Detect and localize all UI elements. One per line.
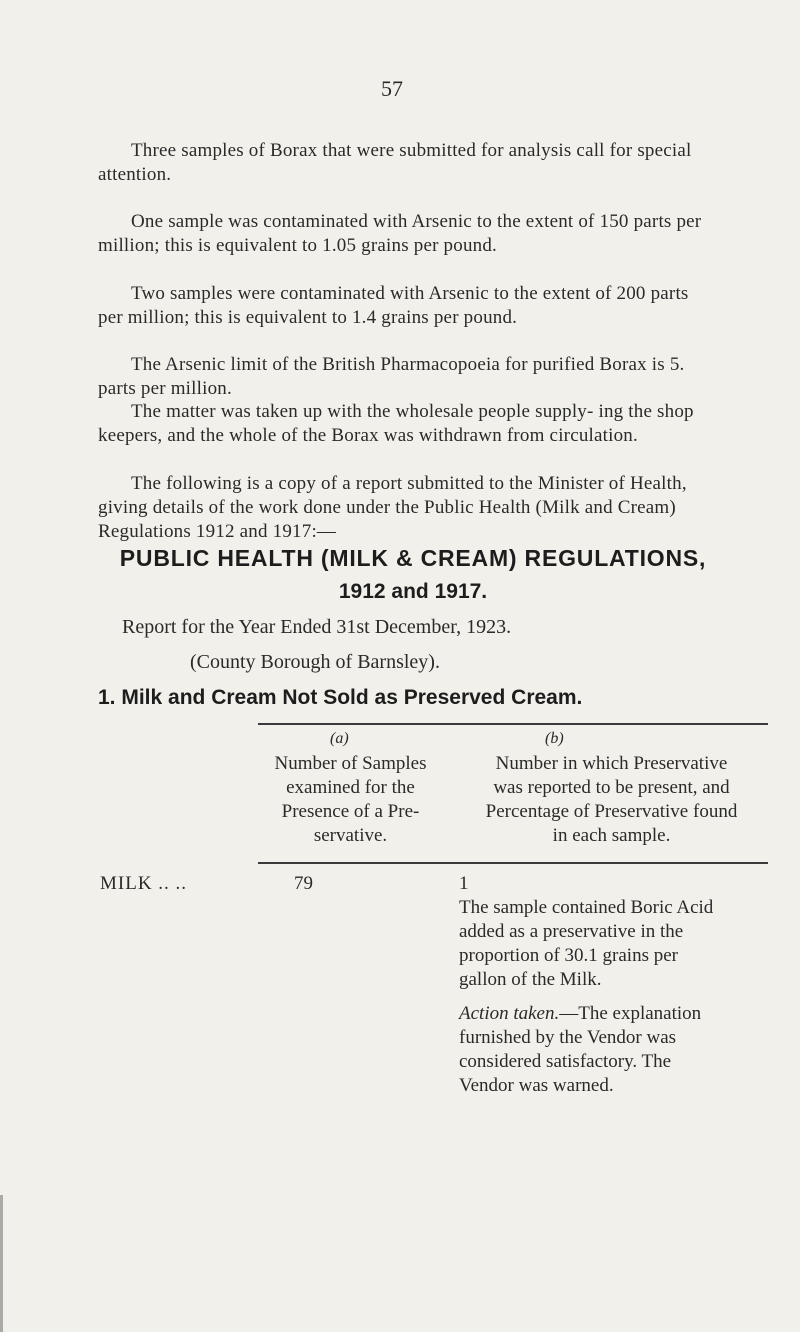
action-text-first: —The explanation [559,1003,702,1024]
action-first-line [459,1002,771,1026]
page-number: 57 [381,76,403,101]
table-top-rule [258,723,768,725]
note-line: gallon of the Milk. [459,969,602,990]
action-line: furnished by the Vendor was [459,1027,677,1048]
row-note-boric-acid [459,896,771,992]
section-title: 1. Milk and Cream Not Sold as Preserved Cream. [98,686,583,709]
note-line: proportion of 30.1 grains per [459,945,678,966]
report-borough: (County Borough of Barnsley). [190,651,440,673]
column-a-header-line: examined for the [286,777,415,798]
column-a-marker: (a) [330,730,349,747]
column-b-header-line: in each sample. [552,825,671,846]
column-b-header-line: Number in which Preservative [495,753,728,774]
note-line: added as a preservative in the [459,921,684,942]
action-line: considered satisfactory. The [459,1051,672,1072]
row-value-preservative: 1 [459,873,469,894]
column-b-marker: (b) [545,730,564,747]
regulations-heading-years: 1912 and 1917. [338,580,488,603]
row-note-action [459,1002,771,1098]
paragraph-two-samples: Two samples were contaminated with Arsenic to the extent of 200 parts per million; this is equivalent to 1.4 grains per pound. [98,283,689,328]
column-b-header-line: was reported to be present, and [493,777,730,798]
paragraph-arsenic-limit: The Arsenic limit of the British Pharmacopoeia for purified Borax is 5. parts per million. [98,354,685,399]
column-a-header-line: Presence of a Pre- [281,801,420,822]
column-b-header [455,752,768,848]
row-value-samples: 79 [294,873,313,894]
column-a-header-line: servative. [313,825,388,846]
paragraph-wholesale: The matter was taken up with the wholesale people supply- ing the shop keepers, and the whole of the Borax was withdrawn from circulation. [98,401,694,446]
note-line: The sample contained Boric Acid [459,897,714,918]
regulations-heading: PUBLIC HEALTH (MILK & CREAM) REGULATIONS, [119,545,707,571]
column-a-header [258,752,443,848]
paragraph-report-intro: The following is a copy of a report submitted to the Minister of Health, giving details of the work done under the Public Health (Milk and Cream) Regulations 1912 and 1917:— [98,473,687,542]
page-edge-mark [0,1195,3,1332]
action-label: Action taken. [459,1003,560,1024]
row-label-milk: MILK .. .. [100,873,188,894]
report-title: Report for the Year Ended 31st December, 1923. [122,616,512,638]
paragraph-borax-samples: Three samples of Borax that were submitted for analysis call for special attention. [98,140,692,185]
action-line: Vendor was warned. [459,1075,614,1096]
table-header-rule [258,862,768,864]
column-a-header-line: Number of Samples [274,753,427,774]
paragraph-one-sample: One sample was contaminated with Arsenic to the extent of 150 parts per million; this is equivalent to 1.05 grains per pound. [98,211,702,256]
column-b-header-line: Percentage of Preservative found [485,801,738,822]
